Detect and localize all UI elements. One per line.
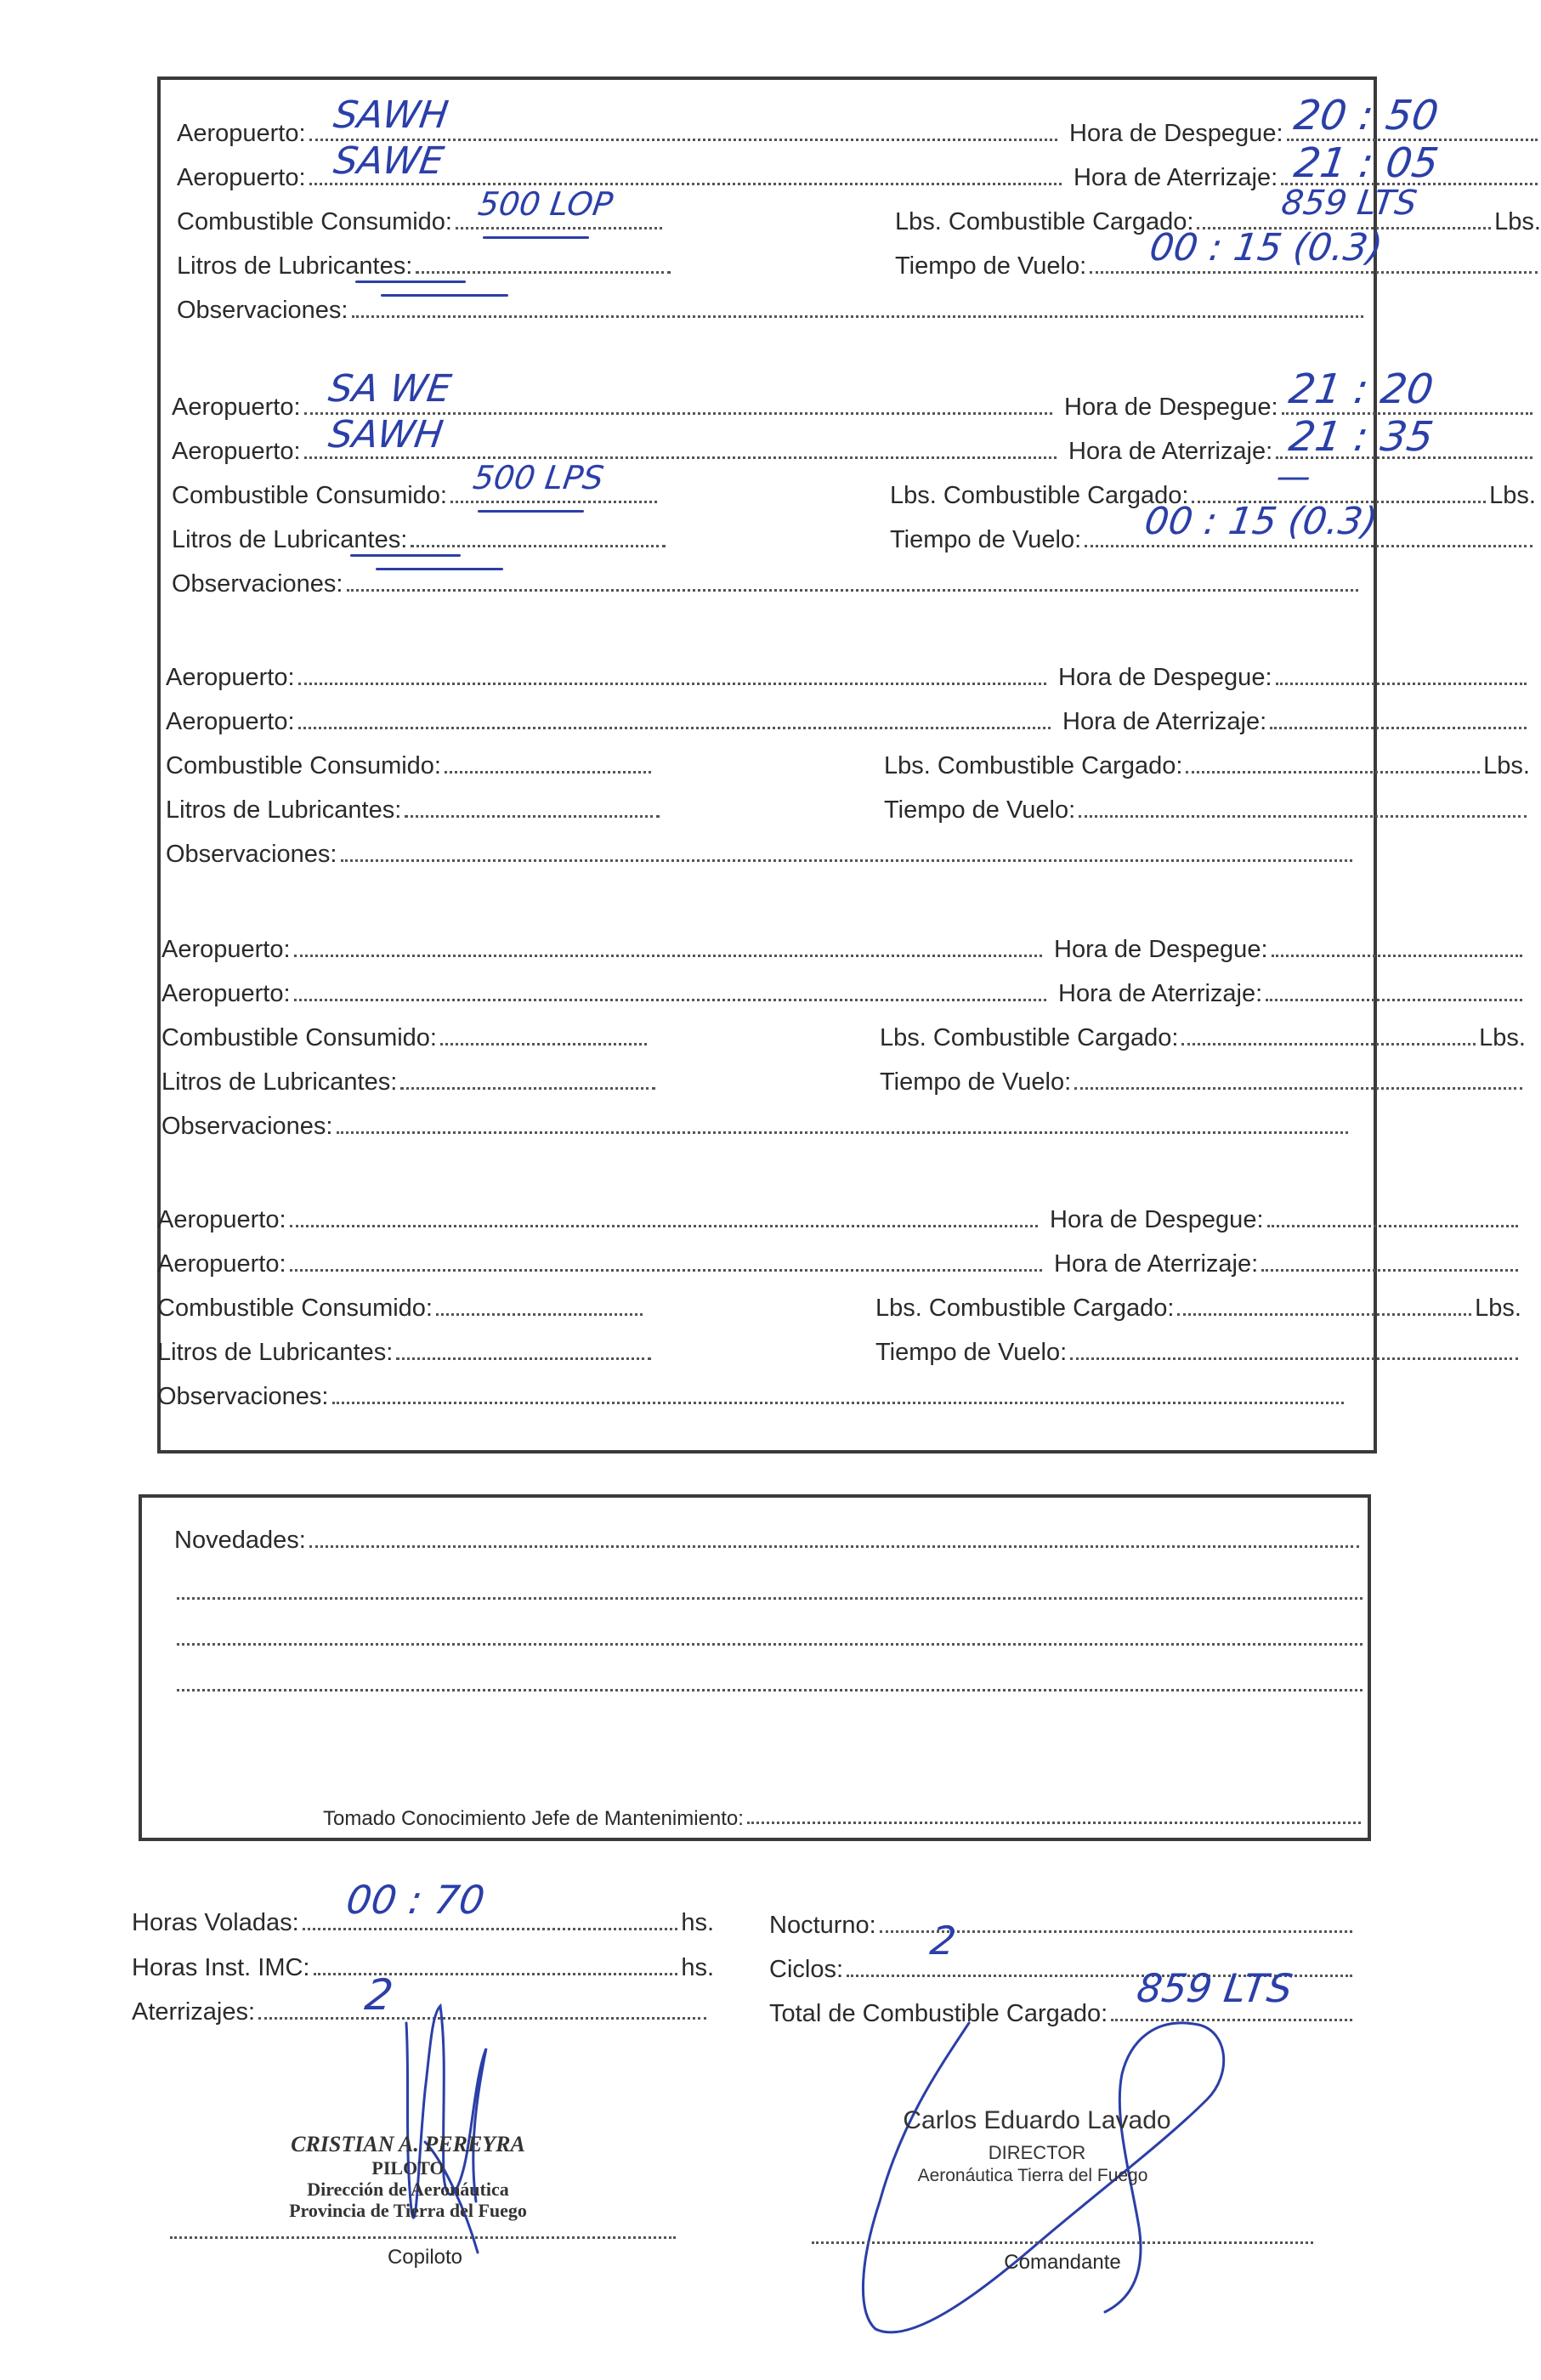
aeropuerto-origen-row	[177, 110, 1061, 148]
aeropuerto-destino-row	[161, 971, 1050, 1008]
litros-lubricantes-field[interactable]	[396, 1357, 651, 1360]
combustible-consumido-row	[161, 1015, 650, 1052]
aeropuerto-label: Aeropuerto:	[157, 1250, 286, 1278]
observaciones-label: Observaciones:	[166, 841, 337, 868]
litros-lubricantes-label: Litros de Lubricantes:	[177, 252, 413, 280]
tiempo-vuelo-field[interactable]	[1074, 1086, 1522, 1090]
aeropuerto-destino-row	[172, 428, 1060, 466]
hora-despegue-value: 20 : 50	[1291, 92, 1442, 139]
aeropuerto-origen-row	[161, 926, 1045, 964]
observaciones-row	[157, 1374, 1347, 1411]
hs-unit: hs.	[681, 1954, 714, 1981]
lbs-cargado-row	[884, 743, 1530, 780]
copiloto-stamp-role: PILOTO	[371, 2157, 445, 2179]
comandante-stamp-org: Aeronáutica Tierra del Fuego	[917, 2166, 1148, 2185]
aeropuerto-destino-field[interactable]	[290, 1268, 1042, 1272]
observaciones-label: Observaciones:	[172, 570, 343, 598]
lbs-cargado-label: Lbs. Combustible Cargado:	[880, 1024, 1179, 1051]
aeropuerto-label: Aeropuerto:	[166, 708, 295, 735]
comandante-stamp-name: Carlos Eduardo Lavado	[903, 2106, 1171, 2134]
copiloto-stamp-name: CRISTIAN A. PEREYRA	[291, 2132, 525, 2156]
tiempo-vuelo-row	[875, 1329, 1521, 1367]
combustible-consumido-value: 500 LOP	[475, 185, 615, 223]
lbs-cargado-row	[880, 1015, 1526, 1052]
observaciones-row	[172, 561, 1362, 598]
nocturno-row	[769, 1902, 1356, 1940]
lbs-cargado-field[interactable]	[1177, 1312, 1471, 1316]
combustible-underline	[478, 510, 584, 513]
hora-despegue-row	[1054, 926, 1526, 964]
ciclos-label: Ciclos:	[769, 1956, 844, 1983]
lbs-unit: Lbs.	[1483, 752, 1530, 779]
combustible-consumido-label: Combustible Consumido:	[157, 1295, 433, 1322]
litros-lubricantes-field[interactable]	[400, 1086, 655, 1090]
aeropuerto-label: Aeropuerto:	[161, 980, 291, 1007]
hora-despegue-field[interactable]	[1267, 1224, 1519, 1227]
tiempo-vuelo-label: Tiempo de Vuelo:	[895, 252, 1087, 280]
tiempo-vuelo-value: 00 : 15 (0.3)	[1147, 226, 1385, 269]
hora-despegue-value: 21 : 20	[1286, 366, 1436, 413]
aeropuerto-origen-field[interactable]	[298, 682, 1046, 685]
comandante-signature-line[interactable]	[812, 2241, 1313, 2244]
combustible-consumido-label: Combustible Consumido:	[177, 208, 452, 235]
lbs-cargado-label: Lbs. Combustible Cargado:	[884, 752, 1183, 779]
hora-aterrizaje-row	[1062, 699, 1530, 736]
observaciones-field[interactable]	[341, 858, 1353, 862]
lbs-unit: Lbs.	[1475, 1295, 1521, 1322]
hora-despegue-field[interactable]	[1272, 954, 1523, 957]
hora-aterrizaje-field[interactable]	[1270, 726, 1527, 729]
hora-aterrizaje-value: 21 : 05	[1291, 139, 1442, 187]
combustible-consumido-row	[166, 743, 654, 780]
tiempo-vuelo-label: Tiempo de Vuelo:	[875, 1339, 1068, 1366]
novedades-line[interactable]	[177, 1596, 1363, 1600]
lbs-cargado-field[interactable]	[1181, 1042, 1476, 1046]
litros-lubricantes-field[interactable]	[411, 544, 666, 547]
observaciones-row	[161, 1103, 1351, 1141]
aeropuerto-label: Aeropuerto:	[166, 664, 295, 691]
tiempo-vuelo-value: 00 : 15 (0.3)	[1142, 500, 1380, 543]
aeropuerto-destino-row	[157, 1241, 1045, 1278]
observaciones-label: Observaciones:	[177, 297, 348, 324]
aeropuerto-origen-value: SAWH	[331, 94, 451, 137]
lbs-cargado-label: Lbs. Combustible Cargado:	[890, 482, 1189, 509]
total-combustible-label: Total de Combustible Cargado:	[769, 2000, 1108, 2027]
novedades-line[interactable]	[177, 1688, 1363, 1692]
jefe-mantenimiento-field[interactable]	[747, 1821, 1361, 1824]
aterrizajes-field[interactable]	[258, 2016, 706, 2020]
lbs-unit: Lbs.	[1479, 1024, 1526, 1051]
comandante-stamp-role: DIRECTOR	[988, 2142, 1086, 2163]
aeropuerto-destino-value: SAWE	[331, 139, 447, 183]
combustible-consumido-label: Combustible Consumido:	[161, 1024, 437, 1051]
novedades-line[interactable]	[177, 1642, 1363, 1646]
aeropuerto-label: Aeropuerto:	[157, 1206, 286, 1233]
lbs-cargado-value: 859 LTS	[1278, 184, 1419, 223]
total-combustible-value: 859 LTS	[1134, 1965, 1296, 2011]
jefe-mantenimiento-row	[323, 1794, 1364, 1831]
litros-lubricantes-label: Litros de Lubricantes:	[166, 796, 402, 824]
horas-voladas-value: 00 : 70	[343, 1877, 488, 1923]
horas-voladas-label: Horas Voladas:	[132, 1909, 299, 1936]
aeropuerto-label: Aeropuerto:	[161, 936, 291, 963]
observaciones-label: Observaciones:	[161, 1113, 333, 1140]
lbs-cargado-value: —	[1273, 457, 1314, 496]
litros-lubricantes-row	[161, 1059, 659, 1096]
horas-voladas-field[interactable]	[303, 1927, 678, 1930]
novedades-label: Novedades:	[174, 1527, 306, 1554]
tiempo-vuelo-field[interactable]	[1070, 1357, 1518, 1360]
hora-aterrizaje-field[interactable]	[1261, 1268, 1518, 1272]
combustible-consumido-label: Combustible Consumido:	[172, 482, 447, 509]
aeropuerto-origen-row	[172, 384, 1056, 422]
observaciones-underline	[376, 568, 503, 570]
aeropuerto-origen-row	[166, 654, 1050, 692]
observaciones-label: Observaciones:	[157, 1383, 329, 1410]
combustible-consumido-field[interactable]	[450, 500, 657, 503]
observaciones-underline	[381, 294, 508, 297]
litros-lubricantes-row	[166, 787, 663, 824]
hs-unit: hs.	[681, 1909, 714, 1936]
jefe-mantenimiento-label: Tomado Conocimiento Jefe de Mantenimiento:	[323, 1807, 744, 1830]
litros-lubricantes-field[interactable]	[416, 270, 671, 274]
combustible-consumido-field[interactable]	[436, 1312, 643, 1316]
aterrizajes-row	[132, 1989, 710, 2026]
total-combustible-field[interactable]	[1111, 2018, 1352, 2021]
observaciones-row	[166, 831, 1356, 869]
tiempo-vuelo-field[interactable]	[1090, 270, 1538, 274]
hora-despegue-field[interactable]	[1276, 682, 1527, 685]
copiloto-stamp-province: Provincia de Tierra del Fuego	[289, 2200, 527, 2221]
aeropuerto-origen-field[interactable]	[294, 954, 1042, 957]
observaciones-field[interactable]	[337, 1130, 1349, 1134]
litros-lubricantes-label: Litros de Lubricantes:	[172, 526, 408, 553]
lbs-cargado-row	[875, 1285, 1521, 1323]
hora-aterrizaje-field[interactable]	[1266, 998, 1522, 1001]
novedades-field[interactable]	[309, 1544, 1359, 1548]
lbs-unit: Lbs.	[1494, 208, 1541, 235]
aeropuerto-destino-field[interactable]	[294, 998, 1046, 1001]
hora-despegue-row	[1058, 654, 1530, 692]
combustible-consumido-field[interactable]	[456, 226, 662, 230]
hora-aterrizaje-row	[1054, 1241, 1521, 1278]
aterrizajes-label: Aterrizajes:	[132, 1998, 256, 2026]
hora-despegue-label: Hora de Despegue:	[1069, 120, 1283, 147]
nocturno-label: Nocturno:	[769, 1912, 876, 1939]
horas-imc-label: Horas Inst. IMC:	[132, 1954, 310, 1981]
hora-despegue-label: Hora de Despegue:	[1058, 664, 1272, 691]
aterrizajes-value: 2	[361, 1970, 396, 2020]
combustible-consumido-field[interactable]	[440, 1042, 647, 1046]
hora-despegue-label: Hora de Despegue:	[1050, 1206, 1264, 1233]
hora-aterrizaje-label: Hora de Aterrizaje:	[1068, 438, 1273, 465]
aeropuerto-label: Aeropuerto:	[172, 394, 301, 421]
lubricantes-underline	[350, 554, 461, 557]
tiempo-vuelo-row	[880, 1059, 1526, 1096]
horas-imc-row	[132, 1945, 714, 1982]
litros-lubricantes-row	[177, 243, 674, 280]
aeropuerto-destino-value: SAWH	[326, 413, 446, 456]
tiempo-vuelo-field[interactable]	[1085, 544, 1533, 547]
tiempo-vuelo-label: Tiempo de Vuelo:	[890, 526, 1082, 553]
observaciones-field[interactable]	[347, 588, 1359, 592]
combustible-underline	[483, 236, 589, 239]
copiloto-label: Copiloto	[387, 2246, 463, 2269]
lubricantes-underline	[355, 280, 466, 283]
lbs-cargado-label: Lbs. Combustible Cargado:	[895, 208, 1194, 235]
aeropuerto-origen-row	[157, 1197, 1041, 1234]
copiloto-signature-line[interactable]	[170, 2236, 676, 2239]
hora-aterrizaje-value: 21 : 35	[1286, 413, 1436, 461]
litros-lubricantes-label: Litros de Lubricantes:	[161, 1068, 398, 1096]
hora-aterrizaje-row	[1058, 971, 1526, 1008]
aeropuerto-origen-value: SA WE	[326, 367, 454, 411]
hora-aterrizaje-label: Hora de Aterrizaje:	[1074, 164, 1278, 191]
aeropuerto-destino-row	[166, 699, 1054, 736]
litros-lubricantes-row	[172, 517, 669, 554]
lbs-cargado-label: Lbs. Combustible Cargado:	[875, 1295, 1175, 1322]
aeropuerto-origen-field[interactable]	[290, 1224, 1038, 1227]
observaciones-field[interactable]	[332, 1401, 1345, 1404]
tiempo-vuelo-field[interactable]	[1079, 814, 1527, 818]
aeropuerto-label: Aeropuerto:	[172, 438, 301, 465]
combustible-consumido-value: 500 LPS	[470, 459, 606, 496]
litros-lubricantes-label: Litros de Lubricantes:	[157, 1339, 394, 1366]
observaciones-field[interactable]	[352, 314, 1364, 318]
hora-aterrizaje-label: Hora de Aterrizaje:	[1062, 708, 1267, 735]
observaciones-row	[177, 287, 1367, 325]
hora-despegue-row	[1050, 1197, 1521, 1234]
aeropuerto-label: Aeropuerto:	[177, 120, 306, 147]
lbs-unit: Lbs.	[1489, 482, 1536, 509]
tiempo-vuelo-label: Tiempo de Vuelo:	[880, 1068, 1072, 1096]
combustible-consumido-field[interactable]	[445, 770, 651, 774]
copiloto-stamp-org: Dirección de Aeronáutica	[307, 2179, 509, 2200]
aeropuerto-destino-row	[177, 155, 1065, 192]
litros-lubricantes-row	[157, 1329, 654, 1367]
hora-aterrizaje-label: Hora de Aterrizaje:	[1058, 980, 1263, 1007]
tiempo-vuelo-row	[884, 787, 1530, 824]
tiempo-vuelo-label: Tiempo de Vuelo:	[884, 796, 1076, 824]
hora-despegue-label: Hora de Despegue:	[1054, 936, 1268, 963]
aeropuerto-destino-field[interactable]	[298, 726, 1051, 729]
ciclos-value: 2	[927, 1918, 960, 1964]
combustible-consumido-label: Combustible Consumido:	[166, 752, 441, 779]
hora-despegue-label: Hora de Despegue:	[1064, 394, 1278, 421]
comandante-label: Comandante	[1004, 2251, 1121, 2274]
aeropuerto-label: Aeropuerto:	[177, 164, 306, 191]
lbs-cargado-field[interactable]	[1186, 770, 1480, 774]
combustible-consumido-row	[157, 1285, 646, 1323]
novedades-row	[174, 1517, 1363, 1555]
hora-aterrizaje-label: Hora de Aterrizaje:	[1054, 1250, 1259, 1278]
litros-lubricantes-field[interactable]	[405, 814, 660, 818]
